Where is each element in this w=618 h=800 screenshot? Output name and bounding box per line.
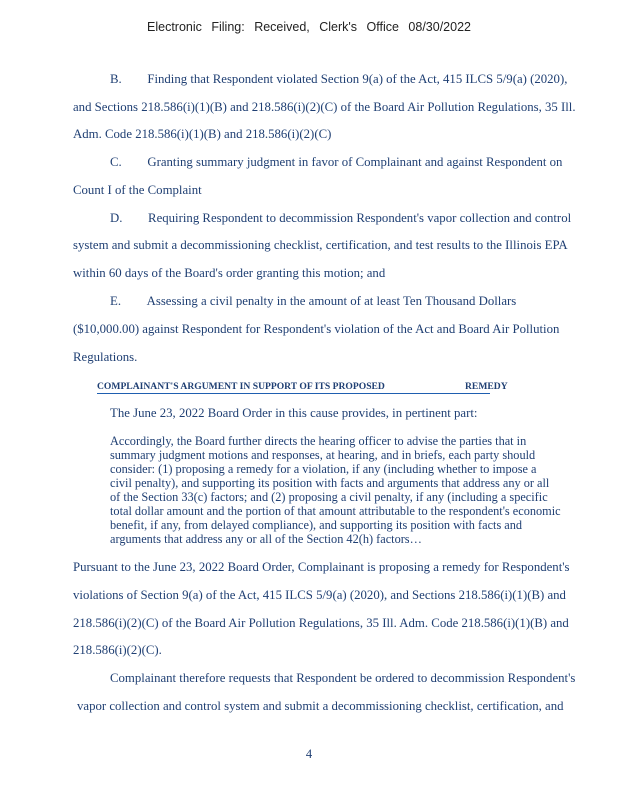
item-b-line-2: and Sections 218.586(i)(1)(B) and 218.586(i)(2)(C) of the Board Air Pollution Regulations, 35 Ill. bbox=[73, 100, 576, 114]
intro-line: The June 23, 2022 Board Order in this cause provides, in pertinent part: bbox=[110, 406, 478, 420]
item-e-line-3: Regulations. bbox=[73, 350, 138, 364]
quote-line-8: arguments that address any or all of the Section 42(h) factors… bbox=[110, 532, 422, 546]
section-heading-right: REMEDY bbox=[465, 381, 508, 392]
item-c-line-1: C. Granting summary judgment in favor of Complainant and against Respondent on bbox=[110, 155, 563, 169]
item-b-line-3: Adm. Code 218.586(i)(1)(B) and 218.586(i)(2)(C) bbox=[73, 127, 332, 141]
page-number: 4 bbox=[305, 747, 313, 761]
quote-line-7: benefit, if any, from delayed compliance), and supporting its position with facts and bbox=[110, 518, 523, 532]
item-d-line-3: within 60 days of the Board's order granting this motion; and bbox=[73, 266, 386, 280]
quote-line-2: summary judgment motions and responses, at hearing, and in briefs, each party should bbox=[110, 448, 536, 462]
quote-line-1: Accordingly, the Board further directs the hearing officer to advise the parties that in bbox=[110, 434, 527, 448]
item-d-line-1: D. Requiring Respondent to decommission Respondent's vapor collection and control bbox=[110, 211, 572, 225]
item-e-line-1: E. Assessing a civil penalty in the amount of at least Ten Thousand Dollars bbox=[110, 294, 517, 308]
final-line-2: vapor collection and control system and submit a decommissioning checklist, certification, and bbox=[77, 699, 564, 713]
pursuant-line-3: 218.586(i)(2)(C) of the Board Air Pollution Regulations, 35 Ill. Adm. Code 218.586(i)(1)(B) and bbox=[73, 616, 569, 630]
quote-line-6: total dollar amount and the portion of that amount attributable to the respondent's economic bbox=[110, 504, 561, 518]
section-heading bbox=[97, 381, 508, 394]
pursuant-line-1: Pursuant to the June 23, 2022 Board Order, Complainant is proposing a remedy for Respondent's bbox=[73, 560, 570, 574]
filing-stamp-header: Electronic Filing: Received, Clerk's Office 08/30/2022 bbox=[147, 20, 471, 34]
pursuant-line-4: 218.586(i)(2)(C). bbox=[73, 643, 162, 657]
final-line-1: Complainant therefore requests that Respondent be ordered to decommission Respondent's bbox=[110, 671, 576, 685]
quote-line-4: civil penalty), and supporting its position with facts and arguments that address any or all bbox=[110, 476, 550, 490]
pursuant-line-2: violations of Section 9(a) of the Act, 415 ILCS 5/9(a) (2020), and Sections 218.586(i)(1)(B) and bbox=[73, 588, 566, 602]
quote-line-3: consider: (1) proposing a remedy for a violation, if any (including whether to impose a bbox=[110, 462, 537, 476]
section-heading-left: COMPLAINANT'S ARGUMENT IN SUPPORT OF ITS PROPOSED bbox=[97, 381, 385, 392]
item-d-line-2: system and submit a decommissioning checklist, certification, and test results to the Illinois EPA bbox=[73, 238, 568, 252]
quote-line-5: of the Section 33(c) factors; and (2) proposing a civil penalty, if any (including a specific bbox=[110, 490, 548, 504]
item-b-line-1: B. Finding that Respondent violated Section 9(a) of the Act, 415 ILCS 5/9(a) (2020), bbox=[110, 72, 568, 86]
item-c-line-2: Count I of the Complaint bbox=[73, 183, 202, 197]
item-e-line-2: ($10,000.00) against Respondent for Respondent's violation of the Act and Board Air Pollution bbox=[73, 322, 560, 336]
